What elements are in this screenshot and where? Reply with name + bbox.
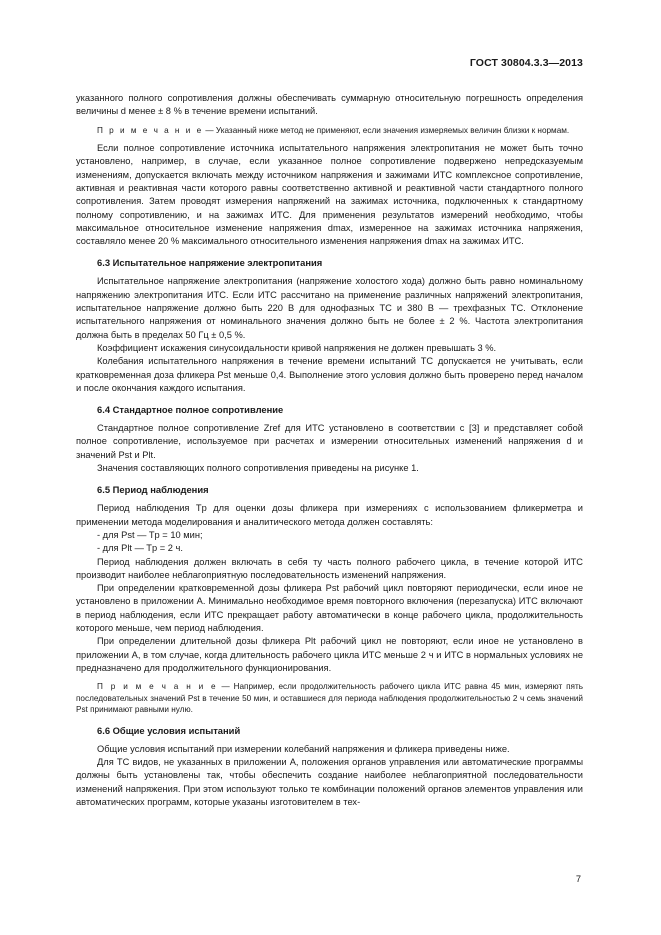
section-heading-6-6: 6.6 Общие условия испытаний (97, 724, 241, 736)
page-body (76, 92, 583, 809)
note (76, 125, 583, 137)
paragraph: Период наблюдения Tp для оценки дозы фликера при измерениях с использованием фликерметра и применении метода моделирования и аналитического метода должен составлять: (76, 503, 583, 527)
paragraph: Стандартное полное сопротивление Zref для ИТС установлено в соответствии с [3] и представляет собой полное сопротивление, используемое при расчетах и измерении относительных изменений напряжения d и значений Pst и Plt. (76, 423, 583, 460)
page-number: 7 (575, 874, 581, 884)
note-label: П р и м е ч а н и е (97, 682, 218, 692)
paragraph: Значения составляющих полного сопротивления приведены на рисунке 1. (97, 463, 419, 474)
standard-header: ГОСТ 30804.3.3—2013 (469, 57, 583, 69)
paragraph: Общие условия испытаний при измерении колебаний напряжения и фликера приведены ниже. (97, 743, 510, 754)
paragraph: При определении кратковременной дозы фликера Pst рабочий цикл повторяют периодически, если иное не установлено в приложении А. Минимально необходимое время повторного включения (перезапуска) ИТС включают в период наблюдения, если ИТС прекращает работу автоматически в конце рабочего цикла, продолжительность которого меньше, чем период наблюдения. (76, 583, 583, 633)
section-heading-6-5: 6.5 Период наблюдения (97, 484, 209, 496)
section-heading-6-3: 6.3 Испытательное напряжение электропитания (97, 257, 323, 269)
list-item: - для Plt — Tp = 2 ч. (97, 543, 183, 554)
paragraph: Если полное сопротивление источника испытательного напряжения электропитания не может быть точно установлено, например, в случае, если указанное полное сопротивление подвержено непредсказуемым изменениям, допускается включать между источником напряжения и зажимами ИТС комплексное сопротивление, активная и реактивная части которого равны соответственно активной и реактивной части стандартного полного сопротивления. Затем проводят измерения напряжений на зажимах источника, подключенных к стандартному полному сопротивлению, и на зажимах ИТС. Для применения результатов измерений необходимо, чтобы максимальное относительное изменение напряжения dmax, измеренное на зажимах источника напряжения, составляло менее 20 % максимального относительного изменения напряжения dmax на зажимах ИТС. (76, 143, 583, 247)
paragraph: Период наблюдения должен включать в себя ту часть полного рабочего цикла, в течение которой ИТС производит наиболее неблагоприятную последовательность изменений напряжения. (76, 556, 583, 580)
note-text: — Например, если продолжительность рабочего цикла ИТС равна 45 мин, измеряют пять последовательных значений Pst в течение 50 мин, и оставшиеся для периода наблюдения продолжительностью 2 ч семь значений Pst принимают равными нулю. (76, 682, 584, 715)
paragraph: указанного полного сопротивления должны обеспечивать суммарную относительную погрешность определения величины d менее ± 8 % в течение времени испытаний. (76, 93, 583, 117)
note (76, 681, 583, 716)
section-heading-6-4: 6.4 Стандартное полное сопротивление (97, 404, 284, 416)
paragraph: Испытательное напряжение электропитания (напряжение холостого хода) должно быть равно номинальному напряжению электропитания ИТС. Если ИТС рассчитано на применение различных напряжений электропитания, испытательное напряжение должно быть 220 В для однофазных ТС и 380 В — трехфазных ТС. Отклонение испытательного напряжения от номинального значения должно быть не более ± 2 %. Частота электропитания должна быть в пределах 50 Гц ± 0,5 %. (76, 276, 583, 340)
note-text: — Указанный ниже метод не применяют, если значения измеряемых величин близки к нормам. (203, 125, 570, 135)
paragraph: Коэффициент искажения синусоидальности кривой напряжения не должен превышать 3 %. (97, 342, 497, 353)
paragraph: Колебания испытательного напряжения в течение времени испытаний ТС допускается не учитывать, если кратковременная доза фликера Pst меньше 0,4. Выполнение этого условия должно быть проверено перед началом и после окончания каждого испытания. (76, 356, 583, 393)
note-label: П р и м е ч а н и е (97, 125, 204, 135)
list-item: - для Pst — Tp = 10 мин; (97, 529, 203, 540)
paragraph: Для ТС видов, не указанных в приложении А, положения органов управления или автоматические программы должны быть установлены так, чтобы обеспечить создание наиболее неблагоприятной последовательности изменений напряжения. При этом используют только те комбинации положений органов элементов управления или автоматических программ, которые указаны изготовителем в тех- (76, 756, 583, 807)
paragraph: При определении длительной дозы фликера Plt рабочий цикл не повторяют, если иное не установлено в приложении А, в том случае, когда длительность рабочего цикла ИТС меньше 2 ч и ИТС в нормальных условиях не предназначено для продолжительного функционирования. (76, 636, 583, 673)
